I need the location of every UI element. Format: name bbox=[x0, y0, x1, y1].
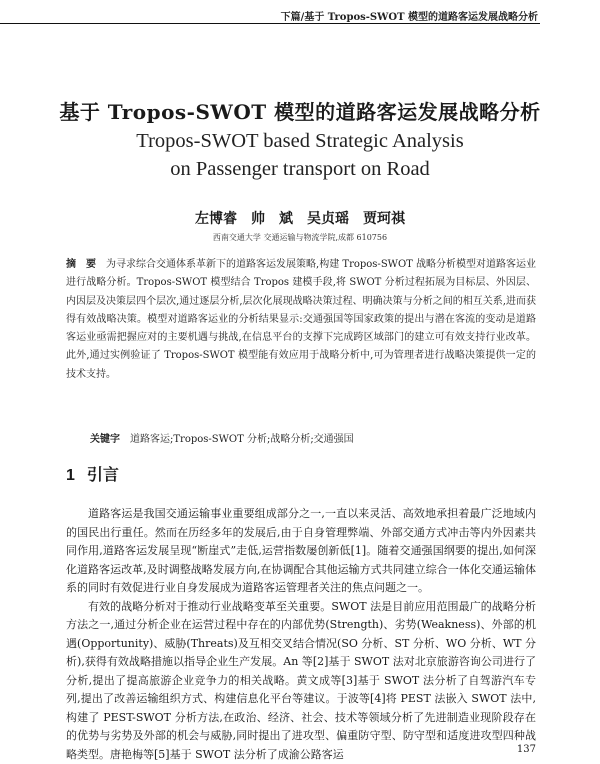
page-number: 137 bbox=[517, 744, 536, 755]
section-number: 1 bbox=[66, 467, 75, 484]
body-paragraph-2: 有效的战略分析对于推动行业战略变革至关重要。SWOT 法是目前应用范围最广的战略分析方法之一,通过分析企业在运营过程中存在的内部优势(Strength)、劣势(Weakness)、外部的机遇(Opportunity)、威胁(Threats)及互相交叉结合情况(SO 分析、ST 分析、WO 分析、WT 分析),获得有效战略措施以指导企业生产发展。An 等[2]基于 SWOT 法对北京旅游咨询公司进行了分析,提出了提高旅游企业竞争力的相关战略。黄文成等[3]基于 SWOT 法分析了自驾游汽车专列,提出了改善运输组织方式、构建信息化平台等建议。于波等[4]将 PEST 法嵌入 SWOT 法中,构建了 PEST-SWOT 分析方法,在政治、经济、社会、技术等领域分析了先进制造业现阶段存在的优势与劣势及外部的机会与威胁,同时提出了进攻型、偏重防守型、防守型和适度进攻型四种战略类型。唐艳梅等[5]基于 SWOT 法分析了成渝公路客运 bbox=[66, 598, 536, 764]
abstract-label: 摘 要 bbox=[66, 259, 96, 270]
abstract-text: 为寻求综合交通体系革新下的道路客运发展策略,构建 Tropos-SWOT 战略分析模型对道路客运业进行战略分析。Tropos-SWOT 模型结合 Tropos 建模手段,将 SWOT 分析过程拓展为目标层、外因层、内因层及决策层四个层次,通过逐层分析,层次化展现战略决策过程、明确决策与分析之间的相互关系,进而获得有效战略决策。模型对道路客运业的分析结果显示:交通强国等国家政策的提出与潜在客流的变动是道路客运业亟需把握应对的主要机遇与挑战,在信息平台的支撑下完成跨区域部门的建立可有效支持行业改革。此外,通过实例验证了 Tropos-SWOT 模型能有效应用于战略分析中,可为管理者进行战略决策提供一定的技术支持。 bbox=[66, 259, 536, 380]
body-paragraph-1: 道路客运是我国交通运输事业重要组成部分之一,一直以来灵活、高效地承担着最广泛地域内的国民出行重任。然而在历经多年的发展后,由于自身管理弊端、外部交通方式冲击等内外因素共同作用,道路客运发展呈现“断崖式”走低,运营指数屡创新低[1]。随着交通强国纲要的提出,如何深化道路客运改革,及时调整战略发展方向,在协调配合其他运输方式共同建立综合一体化交通运输体系的同时有效促进行业自身发展成为道路客运管理者关注的焦点问题之一。 bbox=[66, 505, 536, 598]
paper-title-zh: 基于 Tropos-SWOT 模型的道路客运发展战略分析 bbox=[0, 96, 600, 125]
abstract bbox=[66, 256, 536, 384]
running-header: 下篇/基于 Tropos-SWOT 模型的道路客运发展战略分析 bbox=[0, 8, 600, 23]
author-list: 左博睿 帅 斌 吴贞瑶 贾珂祺 bbox=[0, 208, 600, 228]
section-heading bbox=[66, 462, 119, 485]
paper-title-en-line1: Tropos-SWOT based Strategic Analysis bbox=[0, 130, 600, 153]
paper-title-en-line2: on Passenger transport on Road bbox=[0, 158, 600, 181]
keywords-label: 关键字 bbox=[90, 434, 120, 445]
header-rule bbox=[0, 23, 540, 24]
keywords bbox=[90, 430, 536, 445]
body-text bbox=[66, 505, 536, 764]
keywords-text: 道路客运;Tropos-SWOT 分析;战略分析;交通强国 bbox=[130, 434, 354, 445]
affiliation: 西南交通大学 交通运输与物流学院,成都 610756 bbox=[0, 232, 600, 243]
section-title: 引言 bbox=[87, 467, 119, 484]
